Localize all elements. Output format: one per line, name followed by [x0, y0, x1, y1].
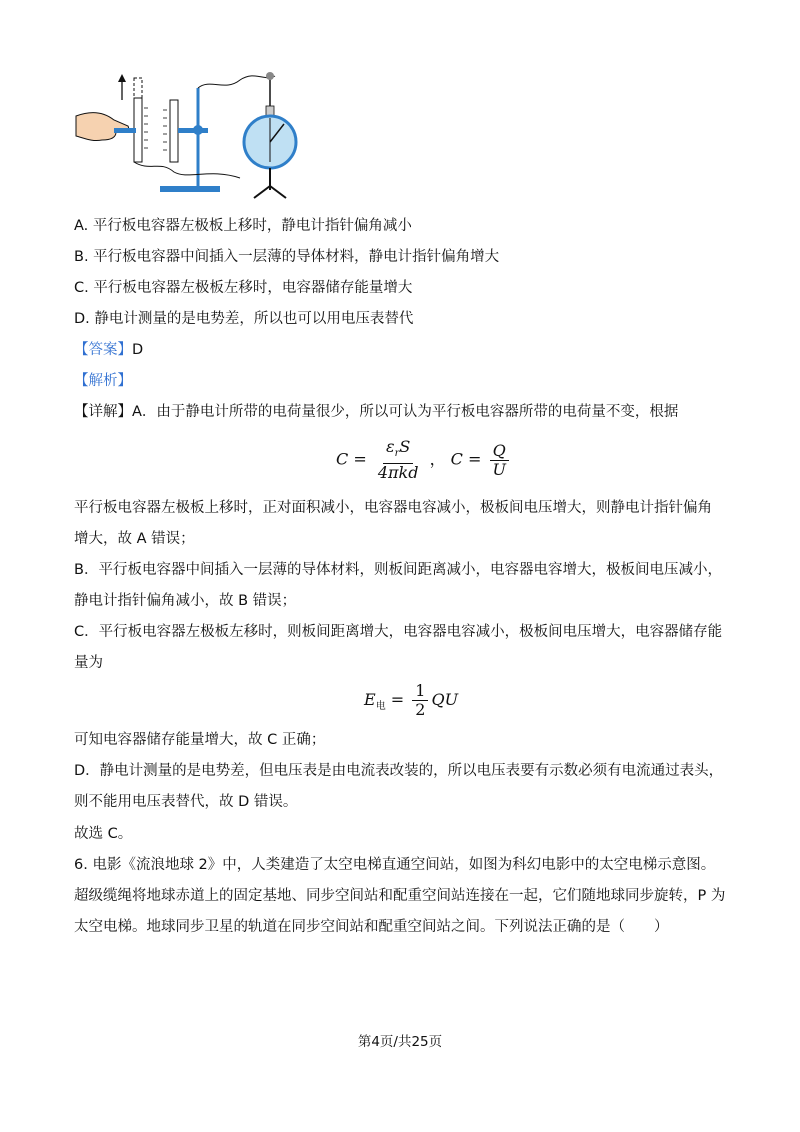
formula1-den: 4πkd — [377, 463, 419, 482]
formula1-lhs2: C = — [450, 449, 482, 469]
answer-line — [74, 340, 143, 360]
formula1-num-tail: S — [399, 437, 411, 456]
up-arrow-icon — [118, 74, 126, 100]
detail-a-body: 平行板电容器左极板上移时，正对面积减小，电容器电容减小，极板间电压增大，则静电计指针偏角增大，故 A 错误； — [74, 500, 712, 547]
detail-d-body: D．静电计测量的是电势差，但电压表是由电流表改装的，所以电压表要有示数必须有电流通过表头，则不能用电压表替代，故 D 错误。 — [74, 763, 724, 810]
capacitance-formula — [336, 438, 512, 482]
option-a: A. 平行板电容器左极板上移时，静电计指针偏角减小 — [74, 218, 412, 234]
detail-tag: 【详解】 — [74, 404, 132, 420]
formula2-tail: QU — [431, 690, 459, 709]
electroscope — [244, 72, 296, 198]
formula1-lhs: C = — [336, 449, 367, 469]
detail-a-intro-line — [74, 402, 678, 422]
hand — [76, 113, 129, 141]
analysis-tag: 【解析】 — [74, 373, 132, 389]
formula2-lhs: E — [364, 690, 376, 709]
formula1-fraction — [375, 438, 422, 482]
option-b: B. 平行板电容器中间插入一层薄的导体材料，静电计指针偏角增大 — [74, 249, 500, 265]
formula2-eq: = — [390, 690, 405, 709]
formula1-num2: Q — [490, 442, 509, 461]
detail-b-body: B．平行板电容器中间插入一层薄的导体材料，则板间距离减小，电容器电容增大，极板间电压减小，静电计指针偏角减小，故 B 错误； — [74, 562, 722, 609]
detail-a-intro: A．由于静电计所带的电荷量很少，所以可认为平行板电容器所带的电荷量不变，根据 — [132, 404, 679, 420]
formula1-den2: U — [492, 459, 506, 479]
question-6: 6. 电影《流浪地球 2》中，人类建造了太空电梯直通空间站，如图为科幻电影中的太空电梯示意图。超级缆绳将地球赤道上的固定基地、同步空间站和配重空间站连接在一起，它们随地球同步旋转，P 为太空电梯。地球同步卫星的轨道在同步空间站和配重空间站之间。下列说法正确的是（ ） — [74, 857, 726, 935]
detail-c-intro: C．平行板电容器左极板左移时，则板间距离增大，电容器电容减小，极板间电压增大，电容器储存能量为 — [74, 624, 723, 671]
formula2-num: 1 — [412, 682, 428, 701]
answer-tag: 【答案】 — [74, 342, 132, 358]
detail-c-conclusion: 可知电容器储存能量增大，故 C 正确； — [74, 732, 326, 748]
option-d: D. 静电计测量的是电势差，所以也可以用电压表替代 — [74, 311, 414, 327]
page-number: 第4页/共25页 — [357, 1034, 443, 1050]
formula2-lhs-sub: 电 — [375, 701, 386, 712]
answer-value: D — [132, 342, 144, 358]
formula2-fraction — [412, 682, 428, 719]
right-plate — [170, 100, 178, 162]
formula1-sep: ， — [429, 449, 446, 469]
capacitor-electroscope-figure — [70, 68, 310, 208]
analysis-line — [74, 371, 132, 391]
detail-choose: 故选 C。 — [74, 826, 133, 842]
formula1-fraction2 — [490, 442, 509, 479]
energy-formula — [364, 682, 458, 719]
formula1-num-sub: r — [394, 448, 400, 459]
formula1-num: ε — [385, 437, 395, 456]
formula2-den: 2 — [415, 700, 426, 719]
option-c: C. 平行板电容器左极板左移时，电容器储存能量增大 — [74, 280, 413, 296]
